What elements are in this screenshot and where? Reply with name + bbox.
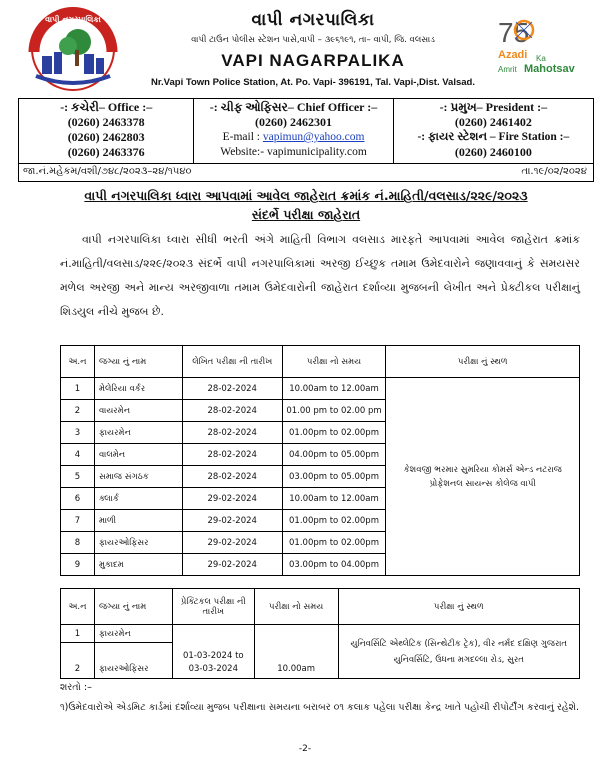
practical-exam-date: 01-03-2024 to 03-03-2024	[172, 625, 254, 679]
president-heading: -: પ્રમુખ– President :–	[439, 100, 548, 114]
header-serial: અ.ન	[61, 589, 95, 625]
row-post: ક્લાર્ક	[94, 488, 182, 510]
email-line	[194, 130, 392, 145]
row-serial: 1	[61, 625, 95, 643]
written-exam-venue: કેશવજી ભરમાર સુમરિયા કોમર્સ એન્ડ નટરાજ પ્રોફેશનલ સાયન્સ કોલેજ વાપી	[386, 378, 580, 576]
row-serial: 2	[61, 643, 95, 679]
azadi-line2: Amrit	[498, 65, 517, 74]
row-date: 29-02-2024	[182, 510, 282, 532]
row-date: 28-02-2024	[182, 378, 282, 400]
office-phone-2: (0260) 2462803	[67, 130, 145, 144]
letterhead	[18, 6, 594, 96]
practical-exam-time: 10.00am	[254, 625, 338, 679]
office-phone-3: (0260) 2463376	[67, 145, 145, 159]
azadi-line3: Mahotsav	[524, 63, 575, 75]
written-exam-table	[60, 345, 580, 576]
contact-box	[18, 98, 594, 164]
row-time: 01.00pm to 02.00pm	[282, 532, 386, 554]
row-serial: 7	[61, 510, 95, 532]
chief-officer-contact	[194, 99, 393, 163]
terms-text: ૧)ઉમેદવારોએ એડમિટ કાર્ડમાં દર્શાવ્યા મુજબ પરીક્ષાના સમયના બરાબર ૦૧ કલાક પહેલા પરીક્ષા કેન્દ્ર ખાતે પહોચી રીપોર્ટીંગ કરવાનું રહેશે.	[60, 702, 579, 713]
header-time: પરીક્ષા નો સમય	[282, 346, 386, 378]
row-serial: 2	[61, 400, 95, 422]
office-phone-1: (0260) 2463378	[67, 115, 145, 129]
row-serial: 5	[61, 466, 95, 488]
azadi-number: 75	[498, 17, 530, 48]
practical-exam-venue: યુનિવર્સિટિ એથ્લેટિક (સિન્થેટીક ટ્રેક), વીર નર્મદ દક્ષિણ ગુજરાત યુનિવર્સિટિ, ઉધના મગદલ્લા રોડ, સુરત	[338, 625, 579, 679]
row-post: વાલમેન	[94, 444, 182, 466]
row-time: 10.00am to 12.00am	[282, 488, 386, 510]
email-link[interactable]: vapimun@yahoo.com	[262, 131, 365, 143]
office-heading: -: કચેરી– Office :–	[60, 100, 153, 114]
notice-subtitle: સંદર્ભે પરીક્ષા જાહેરાત	[251, 207, 361, 222]
azadi-line1: Azadi	[498, 49, 528, 61]
header-time: પરીક્ષા નો સમય	[254, 589, 338, 625]
row-post: ફાયરઓફિસર	[94, 532, 182, 554]
row-serial: 6	[61, 488, 95, 510]
row-time: 01.00 pm to 02.00 pm	[282, 400, 386, 422]
vapi-nagarpalika-logo	[20, 6, 126, 92]
notice-title: વાપી નગરપાલિકા ધ્વારા આપવામાં આવેલ જાહેરાત ક્રમાંક નં.માહિતી/વલસાડ/૨૨૯/૨૦૨૩	[84, 188, 528, 203]
table-header-row	[61, 589, 580, 625]
notice-paragraph-text: વાપી નગરપાલિકા ધ્વારા સીધી ભરતી અંગે માહિતી વિભાગ વલસાડ મારફતે આપવામાં આવેલ જાહેરાત ક્રમાંક નં.માહિતી/વલસાડ/૨૨૯/૨૦૨૩ સંદર્ભે વાપી નગરપાલિકામાં અરજી ઈચ્છુક તમામ ઉમેદવારોને જણાવવાનું કે સમયસર મળેલ અરજી અને માન્ય અરજીવાળા તમામ ઉમેદવારોની જાહેરાત દર્શાવ્યા મુજબની લેખીત અને પ્રેક્ટીકલ પરીક્ષાનું શિડયુલ નીચે મુજબ છે.	[60, 233, 580, 318]
chief-officer-phone: (0260) 2462301	[255, 115, 333, 129]
gujarati-address: વાપી ટાઉન પોલીસ સ્ટેશન પાસે,વાપી – ૩૯૬૧૯૧, તા– વાપી, જિ. વલસાડ	[191, 35, 435, 45]
reference-number: જા.નં.મહેકમ/વશી/૭૪૮/૨૦૨૩–૨૪/૧૫૪૦	[23, 166, 192, 177]
row-date: 28-02-2024	[182, 444, 282, 466]
row-serial: 4	[61, 444, 95, 466]
row-date: 29-02-2024	[182, 554, 282, 576]
header-date: પ્રેક્ટિકલ પરીક્ષા ની તારીખ	[172, 589, 254, 625]
president-contact	[394, 99, 593, 163]
row-time: 01.00pm to 02.00pm	[282, 422, 386, 444]
english-title: VAPI NAGARPALIKA	[221, 51, 405, 70]
row-post: સમાજ સંગઠક	[94, 466, 182, 488]
azadi-ka-amrit-mahotsav-logo	[494, 12, 594, 82]
page-number: -2-	[298, 744, 312, 754]
row-time: 10.00am to 12.00am	[282, 378, 386, 400]
azadi-ka: Ka	[536, 54, 546, 63]
header-post: જગ્યા નું નામ	[94, 589, 172, 625]
fire-station-heading: -: ફાયર સ્ટેશન – Fire Station :–	[417, 131, 570, 143]
row-time: 04.00pm to 05.00pm	[282, 444, 386, 466]
website: Website:- vapimunicipality.com	[220, 146, 367, 158]
row-post: ફાયરમેન	[94, 422, 182, 444]
letterhead-text	[128, 6, 498, 88]
reference-bar	[18, 164, 594, 182]
row-serial: 9	[61, 554, 95, 576]
table-header-row	[61, 346, 580, 378]
row-serial: 8	[61, 532, 95, 554]
logo-text: વાપી નગરપાલિકા	[45, 15, 101, 24]
row-post: મેલેરિયા વર્કર	[94, 378, 182, 400]
office-contact	[19, 99, 194, 163]
row-time: 03.00pm to 05.00pm	[282, 466, 386, 488]
fire-station-phone: (0260) 2460100	[454, 145, 532, 159]
chief-officer-heading: -: ચીફ ઓફિસર– Chief Officer :–	[209, 100, 378, 114]
row-post: વાયરમેન	[94, 400, 182, 422]
row-date: 28-02-2024	[182, 400, 282, 422]
terms-heading: શરતો :–	[60, 682, 92, 693]
document-date: તા.૧૯/૦૨/૨૦૨૪	[521, 166, 587, 177]
row-serial: 1	[61, 378, 95, 400]
row-date: 29-02-2024	[182, 532, 282, 554]
row-time: 01.00pm to 02.00pm	[282, 510, 386, 532]
row-post: માળી	[94, 510, 182, 532]
president-phone: (0260) 2461402	[454, 115, 532, 129]
header-serial: અ.ન	[61, 346, 95, 378]
table-row	[61, 378, 580, 400]
email-label: E-mail :	[222, 131, 260, 143]
header-post: જગ્યા નું નામ	[94, 346, 182, 378]
table-row	[61, 625, 580, 643]
row-date: 28-02-2024	[182, 422, 282, 444]
header-venue: પરીક્ષા નું સ્થળ	[386, 346, 580, 378]
practical-exam-table	[60, 588, 580, 679]
header-venue: પરીક્ષા નું સ્થળ	[338, 589, 579, 625]
row-post: મુકાદમ	[94, 554, 182, 576]
row-post: ફાયરમેન	[94, 625, 172, 643]
notice-paragraph	[60, 228, 580, 324]
row-date: 29-02-2024	[182, 488, 282, 510]
row-serial: 3	[61, 422, 95, 444]
row-time: 03.00pm to 04.00pm	[282, 554, 386, 576]
header-date: લેખિત પરીક્ષા ની તારીખ	[182, 346, 282, 378]
english-address: Nr.Vapi Town Police Station, At. Po. Vapi- 396191, Tal. Vapi-,Dist. Valsad.	[151, 77, 475, 88]
gujarati-title: વાપી નગરપાલિકા	[251, 10, 375, 30]
row-post: ફાયરઓફિસર	[94, 643, 172, 679]
row-date: 28-02-2024	[182, 466, 282, 488]
